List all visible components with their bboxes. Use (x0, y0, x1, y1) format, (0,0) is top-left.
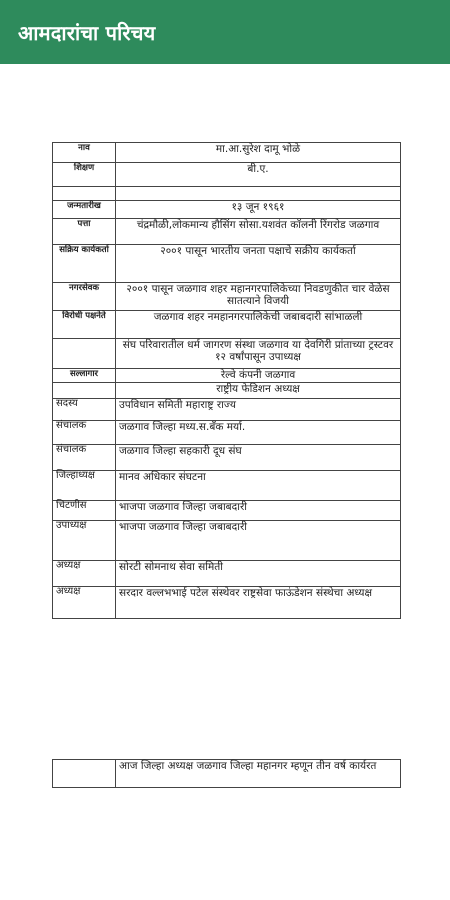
row-label: पत्ता (53, 219, 116, 245)
table-row (53, 421, 401, 445)
table-row (53, 311, 401, 339)
table-row (53, 760, 401, 788)
profile-table (52, 142, 401, 619)
row-value: चंद्रमौळी,लोकमान्य हौसिंग सोसा.यशवंत कॉलनी रिंगरोड जळगाव (116, 219, 401, 245)
row-value: सोरटी सोमनाथ सेवा समिती (116, 561, 401, 587)
table-row (53, 399, 401, 421)
row-label: नाव (53, 143, 116, 163)
row-label: जन्मतारीख (53, 201, 116, 219)
row-label: अध्यक्ष (53, 561, 116, 587)
row-value: सरदार वल्लभभाई पटेल संस्थेवर राष्ट्रसेवा फाऊंडेशन संस्थेचा अध्यक्ष (116, 587, 401, 619)
row-value: मा.आ.सुरेश दामू भोळे (116, 143, 401, 163)
row-value: जळगाव जिल्हा मध्य.स.बँक मर्या. (116, 421, 401, 445)
table-row (53, 339, 401, 369)
table-row (53, 587, 401, 619)
row-label: अध्यक्ष (53, 587, 116, 619)
table-row (53, 245, 401, 283)
row-label: सदस्य (53, 399, 116, 421)
additional-info-table (52, 759, 401, 788)
row-value: २००१ पासून भारतीय जनता पक्षाचे सक्रीय कार्यकर्ता (116, 245, 401, 283)
row-label: सक्रिय कार्यकर्ता (53, 245, 116, 283)
row-label: विरोधी पक्षनेते (53, 311, 116, 339)
page-title: आमदारांचा परिचय (18, 20, 156, 45)
row-value: आज जिल्हा अध्यक्ष जळगाव जिल्हा महानगर म्हणून तीन वर्ष कार्यरत (116, 760, 401, 788)
row-value: जळगाव जिल्हा सहकारी दूध संघ (116, 445, 401, 471)
row-value: उपविधान समिती महाराष्ट्र राज्य (116, 399, 401, 421)
row-label: संचालक (53, 445, 116, 471)
table-row (53, 521, 401, 561)
row-value: भाजपा जळगाव जिल्हा जबाबदारी (116, 501, 401, 521)
row-value (116, 187, 401, 201)
row-value: रेल्वे कंपनी जळगाव (116, 369, 401, 383)
app-bar (0, 0, 450, 64)
table-row (53, 283, 401, 311)
table-row (53, 143, 401, 163)
row-value: राष्ट्रीय फेडिशन अध्यक्ष (116, 383, 401, 399)
row-label: चिटणीस (53, 501, 116, 521)
row-value: संघ परिवारातील धर्म जागरण संस्था जळगाव या देवगिरी प्रांताच्या ट्रस्टवर १२ वर्षांपासून उपाध्यक्ष (116, 339, 401, 369)
table-row (53, 201, 401, 219)
row-label (53, 187, 116, 201)
row-label (53, 760, 116, 788)
row-label: जिल्हाध्यक्ष (53, 471, 116, 501)
row-value: जळगाव शहर नमहानगरपालिकेची जबाबदारी सांभाळली (116, 311, 401, 339)
row-label: शिक्षण (53, 163, 116, 187)
row-label: नगरसेवक (53, 283, 116, 311)
row-value: बी.ए. (116, 163, 401, 187)
row-value: १३ जून १९६१ (116, 201, 401, 219)
table-row (53, 187, 401, 201)
table-row (53, 163, 401, 187)
row-value: २००१ पासून जळगाव शहर महानगरपालिकेच्या निवडणुकीत चार वेळेस सातत्याने विजयी (116, 283, 401, 311)
row-value: मानव अधिकार संघटना (116, 471, 401, 501)
table-row (53, 445, 401, 471)
table-row (53, 501, 401, 521)
row-label (53, 339, 116, 369)
row-label (53, 383, 116, 399)
table-row (53, 383, 401, 399)
row-value: भाजपा जळगाव जिल्हा जबाबदारी (116, 521, 401, 561)
table-row (53, 219, 401, 245)
row-label: संचालक (53, 421, 116, 445)
table-row (53, 369, 401, 383)
row-label: सल्लागार (53, 369, 116, 383)
table-row (53, 471, 401, 501)
table-row (53, 561, 401, 587)
row-label: उपाध्यक्ष (53, 521, 116, 561)
